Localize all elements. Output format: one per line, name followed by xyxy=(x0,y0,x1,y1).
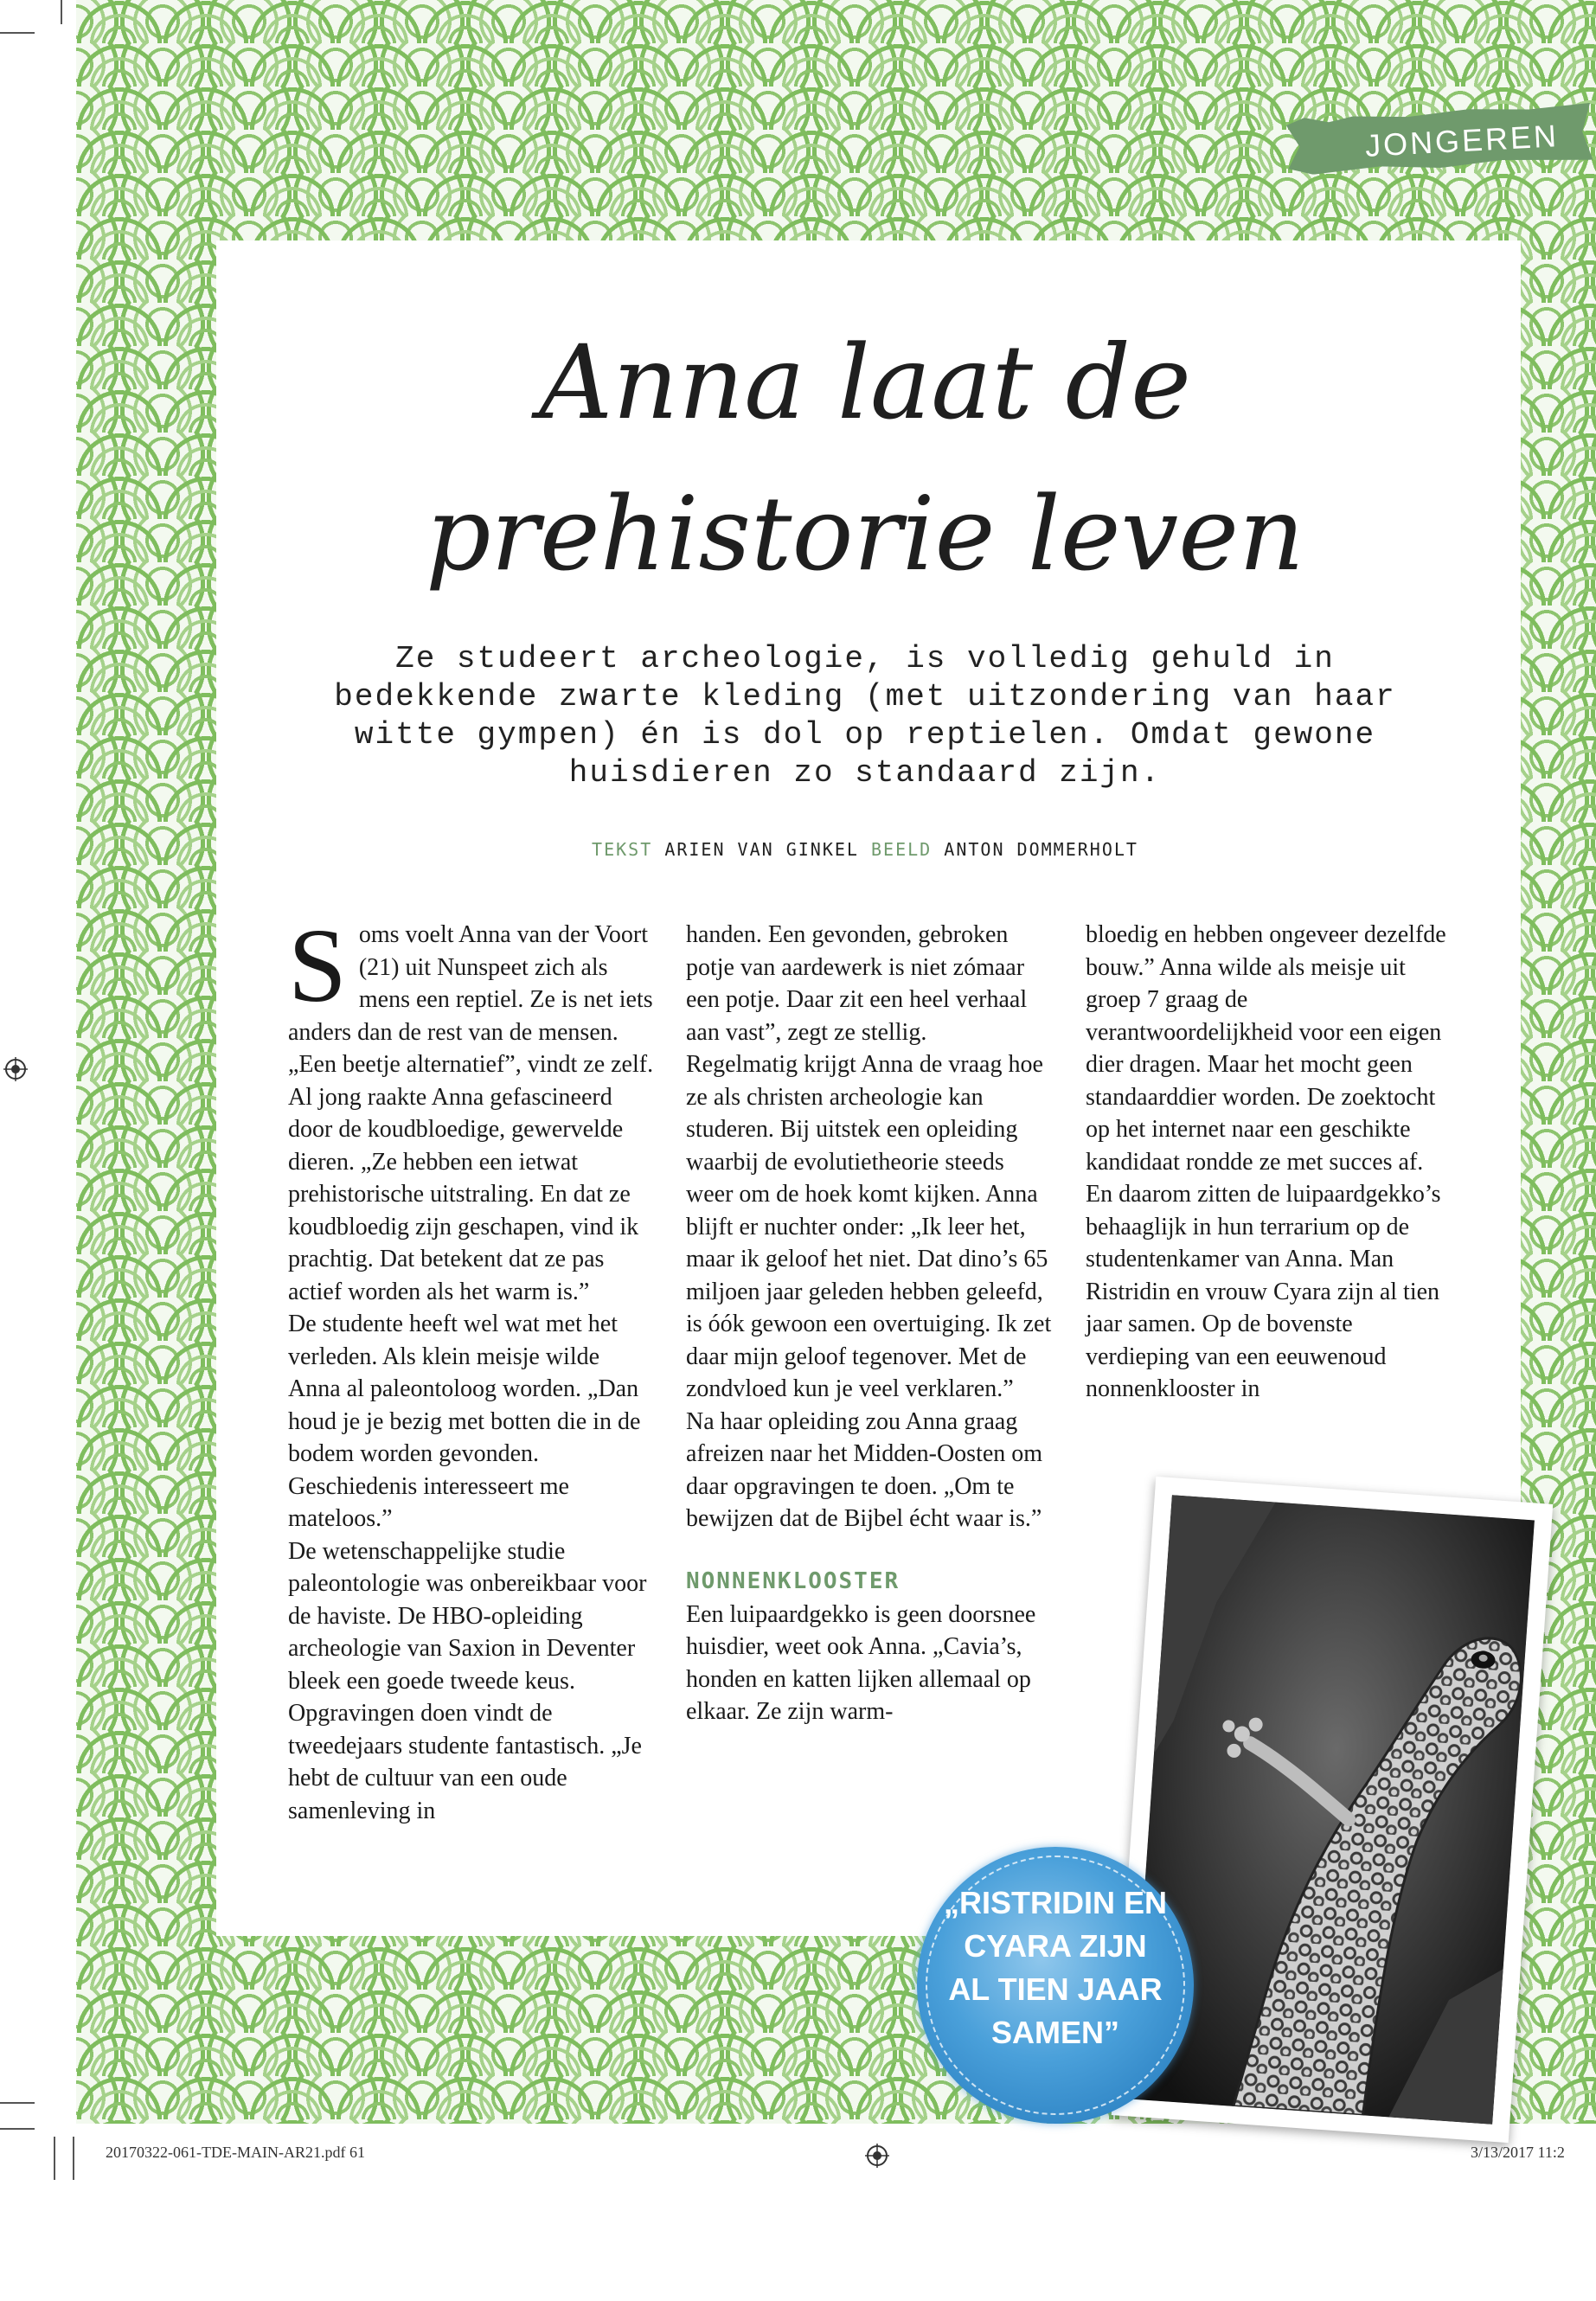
intro-line-3: witte gympen) én is dol op reptielen. Omdat gewone xyxy=(354,717,1376,753)
crop-mark-bottom-left-h2 xyxy=(0,2128,35,2130)
intro-line-2: bedekkende zwarte kleding (met uitzondering van haar xyxy=(334,679,1396,715)
paragraph: Regelmatig krijgt Anna de vraag hoe ze als christen archeologie kan studeren. Bij uitstek een opleiding waarbij de evolutietheorie steeds weer om de hoek komt kijken. Anna blijft er nuchter onder: „Ik leer het, maar ik geloof het niet. Dat dino’s 65 miljoen jaar geleden hebben geleefd, is óók gewoon een overtuiging. Ik zet daar mijn geloof tegenover. Met de zondvloed kun je veel verklaren.” xyxy=(686,1051,1052,1402)
article-column-3 xyxy=(1086,919,1453,1406)
intro-text xyxy=(329,640,1401,792)
headline-line-1: Anna laat de xyxy=(539,323,1191,442)
gecko-photo-image xyxy=(1130,1495,1535,2125)
article-column-2 xyxy=(686,919,1054,1728)
paragraph: Al jong raakte Anna gefascineerd door de koudbloedige, gewervelde dieren. „Ze hebben een ietwat prehistorische uitstraling. En dat ze koudbloedig zijn geschapen, vind ik prachtig. Dat betekent dat ze pas actief worden als het warm is.” xyxy=(288,1083,639,1305)
paragraph: De wetenschappelijke studie paleontologie was onbereikbaar voor de haviste. De HBO-opleiding archeologie van Saxion in Deventer bleek een goede tweede keus. Opgravingen doen vindt de tweedejaars studente fantastisch. „Je hebt de cultuur van een oude samenleving in xyxy=(288,1537,647,1824)
credit-image-label: BEELD xyxy=(871,839,933,860)
crop-mark-top-left-v xyxy=(61,0,62,24)
paragraph: Een luipaardgekko is geen doorsnee huisdier, weet ook Anna. „Cavia’s, honden en katten lijken allemaal op elkaar. Ze zijn warm- xyxy=(686,1600,1036,1725)
headline xyxy=(329,307,1401,610)
registration-mark-icon xyxy=(3,1057,28,1081)
gecko-illustration xyxy=(1130,1495,1535,2125)
crop-mark-bottom-left-v2 xyxy=(73,2137,74,2180)
paragraph: Na haar opleiding zou Anna graag afreizen naar het Midden-Oosten om daar opgravingen te doen. „Om te bewijzen dat de Bijbel écht waar is.” xyxy=(686,1407,1043,1532)
registration-mark-icon xyxy=(865,2144,889,2168)
quote-text: „RISTRIDIN EN CYARA ZIJN AL TIEN JAAR SAMEN” xyxy=(943,1885,1167,2050)
crop-mark-bottom-left-v xyxy=(54,2137,55,2180)
credit-text-author: ARIEN VAN GINKEL xyxy=(664,839,859,860)
subheading: NONNENKLOOSTER xyxy=(686,1567,901,1594)
credit-text-label: TEKST xyxy=(592,839,653,860)
headline-line-2: prehistorie leven xyxy=(425,474,1305,593)
paragraph: bloedig en hebben ongeveer dezelfde bouw.” Anna wilde als meisje uit groep 7 graag de verantwoordelijkheid voor een eigen dier dragen. Maar het mocht geen standaarddier worden. De zoektocht op het internet naar een geschikte kandidaat rondde ze met succes af. xyxy=(1086,921,1446,1176)
paragraph: En daarom zitten de luipaardgekko’s behaaglijk in hun terrarium op de studentenkamer van Anna. Man Ristridin en vrouw Cyara zijn al tien jaar samen. Op de bovenste verdieping van een eeuwenoud nonnenklooster in xyxy=(1086,1181,1441,1402)
paragraph: oms voelt Anna van der Voort (21) uit Nunspeet zich als mens een reptiel. Ze is net iets anders dan de rest van de mensen. „Een beetje alternatief”, vindt ze zelf. xyxy=(288,921,654,1078)
drop-cap: S xyxy=(288,907,347,1024)
footer-file-name: 20170322-061-TDE-MAIN-AR21.pdf 61 xyxy=(106,2144,365,2161)
paragraph: handen. Een gevonden, gebroken potje van aardewerk is niet zómaar een potje. Daar zit een heel verhaal aan vast”, zegt ze stellig. xyxy=(686,921,1028,1046)
footer-date: 3/13/2017 11:2 xyxy=(1471,2144,1565,2161)
credit-image-author: ANTON DOMMERHOLT xyxy=(944,839,1138,860)
crop-mark-bottom-left-h xyxy=(0,2102,35,2104)
intro-line-4: huisdieren zo standaard zijn. xyxy=(568,755,1162,791)
credits xyxy=(346,839,1384,860)
section-label: JONGEREN xyxy=(1364,118,1560,163)
article-column-1 xyxy=(288,907,656,1827)
paragraph: De studente heeft wel wat met het verleden. Als klein meisje wilde Anna al paleontoloog worden. „Dan houd je je bezig met botten die in de bodem worden gevonden. Geschiedenis interesseert me mateloos.” xyxy=(288,1311,641,1532)
intro-line-1: Ze studeert archeologie, is volledig gehuld in xyxy=(395,641,1335,676)
quote-badge xyxy=(917,1847,1194,2124)
crop-mark-top-left-h xyxy=(0,32,35,34)
